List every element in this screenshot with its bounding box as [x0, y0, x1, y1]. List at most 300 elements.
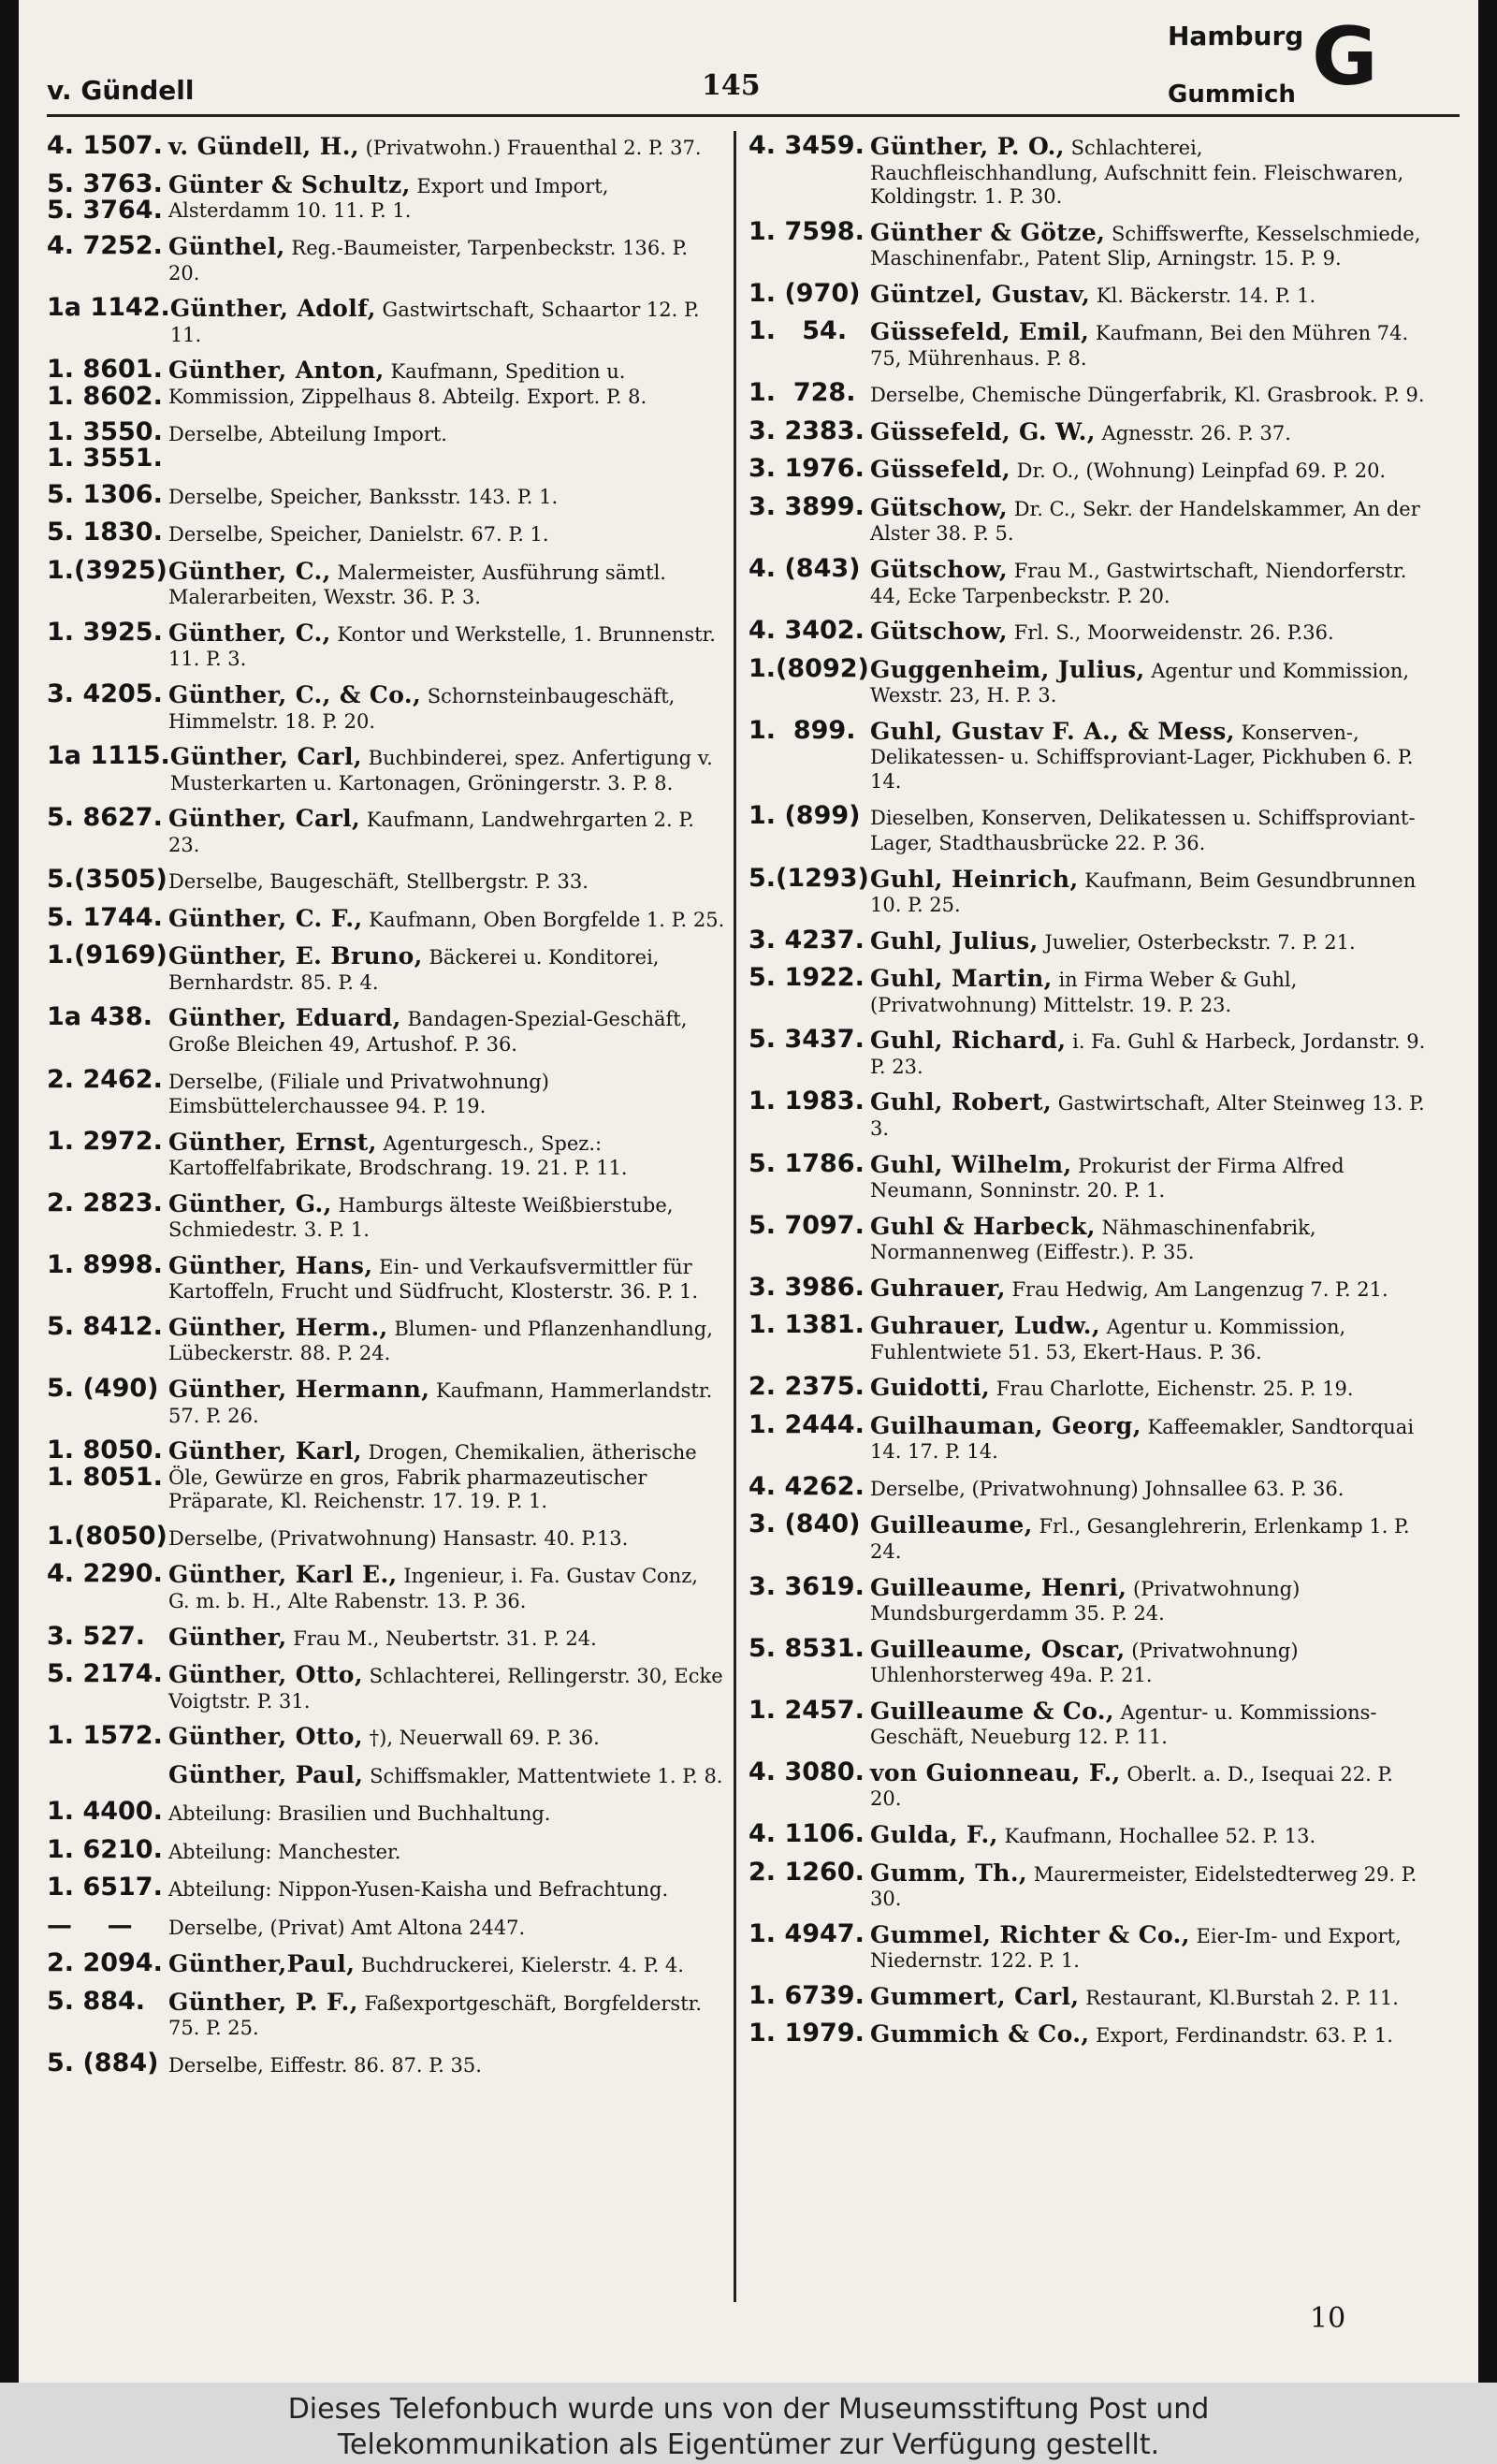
entry-text [870, 456, 1427, 485]
phone-number: 4. (843) [748, 554, 861, 584]
entry-text [870, 1821, 1427, 1850]
entry-text [168, 482, 725, 511]
subscriber-name: Guhl, Richard, [870, 1027, 1067, 1055]
phone-number: 1.(9169) [47, 940, 167, 970]
subscriber-details: Export, Ferdinandstr. 63. P. 1. [1089, 2024, 1393, 2048]
directory-entry [748, 380, 1427, 409]
subscriber-name: Gütschow, [870, 556, 1009, 584]
directory-entry [47, 902, 725, 934]
directory-entry [47, 1723, 725, 1752]
subscriber-name: Guilleaume, Oscar, [870, 1635, 1126, 1663]
phone-number: 4. 7252. [47, 231, 163, 261]
phone-number: 5. (884) [47, 2048, 159, 2078]
entry-text [168, 1913, 725, 1942]
subscriber-name: Günther, [168, 1623, 287, 1651]
subscriber-details: Kaufmann, Beim Gesundbrunnen 10. P. 25. [870, 868, 1417, 917]
entry-text [168, 942, 725, 995]
entry-text [870, 1027, 1427, 1079]
directory-entry [47, 617, 725, 672]
directory-entry [748, 418, 1427, 447]
directory-entry [47, 133, 725, 162]
directory-entry [47, 1561, 725, 1613]
entry-text [168, 905, 725, 934]
phone-number: 4. 3459. [748, 131, 865, 160]
phone-number: 1.(8050) [47, 1521, 167, 1551]
entry-text [870, 1374, 1427, 1403]
directory-entry [47, 1311, 725, 1366]
subscriber-name: Guhl, Wilhelm, [870, 1150, 1072, 1178]
entry-text [870, 2020, 1427, 2049]
directory-entry [748, 1210, 1427, 1265]
subscriber-details: Agnesstr. 26. P. 37. [1095, 421, 1291, 445]
entry-text [168, 1799, 725, 1828]
subscriber-details: Frau M., Neubertstr. 31. P. 24. [286, 1626, 597, 1650]
phone-number: 3. 2383. [748, 416, 865, 445]
subscriber-name: Guhrauer, [870, 1274, 1006, 1302]
subscriber-details: Blumen- und Pflanzenhandlung, Lübeckerstr. 88. P. 24. [168, 1317, 713, 1365]
subscriber-details: Dieselben, Konserven, Delikatessen u. Schiffsproviant-Lager, Stadthausbrücke 22. P. 36. [870, 807, 1416, 854]
entry-text [168, 419, 725, 448]
directory-entry [47, 295, 725, 347]
subscriber-name: Günther, Anton, [168, 357, 385, 385]
phone-number: 3. 4237. [748, 925, 865, 955]
phone-number: 3. 3899. [748, 491, 865, 521]
directory-entry [47, 1004, 725, 1057]
directory-entry [748, 491, 1427, 547]
phone-number: 1. (970) [748, 278, 861, 308]
subscriber-name: Günther, Eduard, [168, 1004, 401, 1032]
subscriber-name: Gummich & Co., [870, 2020, 1090, 2048]
phone-number: 5. 8531. [748, 1633, 865, 1663]
entry-text [870, 1213, 1427, 1265]
subscriber-details: Schlachterei, Rauchfleischhandlung, Aufschnitt fein. Fleischwaren, Koldingstr. 1. P. 30. [870, 137, 1404, 209]
subscriber-details: Buchdruckerei, Kielerstr. 4. P. 4. [355, 1954, 684, 1977]
phone-number: 4. 2290. [47, 1559, 163, 1589]
column-divider [734, 131, 736, 2302]
phone-number: 1. 1572. [47, 1721, 163, 1751]
directory-entry [748, 278, 1427, 310]
subscriber-name: Guhl, Julius, [870, 926, 1039, 955]
phone-number: 5. 1786. [748, 1148, 865, 1178]
directory-entry [748, 618, 1427, 647]
left-column [47, 133, 725, 2088]
entry-text [168, 1190, 725, 1243]
entry-text [870, 219, 1427, 271]
subscriber-details: Drogen, Chemikalien, ätherische Öle, Gewürze en gros, Fabrik pharmazeutischer Präparate, Kl. Reichenstr. 17. 19. P. 1. [168, 1441, 697, 1513]
subscriber-details: Reg.-Baumeister, Tarpenbeckstr. 136. P. 20. [168, 237, 689, 284]
phone-number: 1. 7598. [748, 216, 865, 246]
directory-entry [47, 805, 725, 857]
subscriber-details: Frl. S., Moorweidenstr. 26. P.36. [1008, 621, 1334, 645]
entry-text [168, 1252, 725, 1305]
header-city: Hamburg [1168, 21, 1304, 51]
directory-entry [748, 1571, 1427, 1626]
phone-number: 1. 4400. [47, 1797, 163, 1827]
directory-entry [47, 1661, 725, 1713]
subscriber-details: †), Neuerwall 69. P. 36. [362, 1727, 600, 1750]
directory-entry [748, 1088, 1427, 1141]
subscriber-details: Schlachterei, Rellingerstr. 30, Ecke Voigtstr. P. 31. [168, 1665, 723, 1713]
subscriber-details: Ingenieur, i. Fa. Gustav Conz, G. m. b. H., Alte Rabenstr. 13. P. 36. [168, 1565, 698, 1612]
directory-entry [748, 1759, 1427, 1812]
subscriber-details: Ein- und Verkaufsvermittler für Kartoffeln, Frucht und Südfrucht, Klosterstr. 36. P. 1. [168, 1255, 699, 1304]
entry-text [170, 743, 725, 795]
entry-text [870, 1921, 1427, 1974]
entry-text [870, 1698, 1427, 1750]
subscriber-details: Kaufmann, Bei den Mühren 74. 75, Mührenhaus. P. 8. [870, 322, 1409, 370]
entry-text [870, 965, 1427, 1017]
directory-entry [47, 1986, 725, 2041]
entry-text [870, 1312, 1427, 1364]
phone-number: 2. 1260. [748, 1857, 865, 1887]
subscriber-name: Guhl, Martin, [870, 965, 1053, 993]
phone-number: 3. 527. [47, 1621, 146, 1651]
subscriber-details: Hamburgs älteste Weißbierstube, Schmiedestr. 3. P. 1. [168, 1193, 674, 1242]
directory-entry [748, 1633, 1427, 1688]
entry-text [168, 1524, 725, 1553]
subscriber-details: Schiffsmakler, Mattentwiete 1. P. 8. [363, 1764, 723, 1787]
header-first-entry: v. Gündell [47, 75, 195, 106]
subscriber-details: Schiffswerfte, Kesselschmiede, Maschinenfabr., Patent Slip, Arningstr. 15. P. 9. [870, 222, 1421, 270]
phone-number: 3. 3986. [748, 1272, 865, 1302]
directory-entry [748, 1027, 1427, 1079]
directory-entry [47, 1799, 725, 1828]
directory-entry [47, 1950, 725, 1979]
directory-page [19, 0, 1478, 2383]
subscriber-name: Guhl & Harbeck, [870, 1212, 1096, 1240]
phone-number: 2. 2462. [47, 1064, 163, 1094]
entry-text [168, 519, 725, 548]
phone-number: 1. 1979. [748, 2019, 865, 2048]
entry-text [168, 233, 725, 285]
subscriber-details: Frau Hedwig, Am Langenzug 7. P. 21. [1005, 1277, 1388, 1301]
entry-text [870, 133, 1427, 210]
directory-entry [47, 479, 725, 511]
subscriber-name: Günther, Otto, [168, 1723, 363, 1751]
subscriber-details: Derselbe, (Filiale und Privatwohnung) Eimsbüttelerchaussee 94. P. 19. [168, 1070, 549, 1118]
subscriber-details: Kaufmann, Oben Borgfelde 1. P. 25. [362, 908, 725, 931]
directory-entry [47, 555, 725, 610]
phone-number: 5. 3437. [748, 1025, 865, 1055]
subscriber-name: Güntzel, Gustav, [870, 280, 1091, 308]
phone-number: 1. 8998. [47, 1249, 163, 1279]
directory-entry [47, 1126, 725, 1181]
entry-text [870, 494, 1427, 547]
phone-number: 5. (490) [47, 1374, 159, 1404]
phone-number: 5. 1744. [47, 902, 163, 932]
directory-entry [47, 233, 725, 285]
entry-text [870, 618, 1427, 647]
entry-text [168, 1950, 725, 1979]
directory-entry [47, 681, 725, 734]
directory-entry [748, 1471, 1427, 1503]
phone-number: 1. 2444. [748, 1409, 865, 1439]
phone-number: 3. 1976. [748, 454, 865, 484]
subscriber-details: Frau Charlotte, Eichenstr. 25. P. 19. [990, 1378, 1354, 1401]
phone-number: 1. 6517. [47, 1873, 163, 1903]
subscriber-name: Gummert, Carl, [870, 1982, 1080, 2010]
entry-text [870, 1759, 1427, 1812]
subscriber-details: Kontor und Werkstelle, 1. Brunnenstr. 11. P. 3. [168, 622, 716, 671]
entry-text [870, 718, 1427, 795]
subscriber-name: Günther,Paul, [168, 1950, 356, 1978]
phone-number: 1. 54. [748, 316, 848, 346]
entry-text [168, 171, 725, 224]
subscriber-name: Günthel, [168, 233, 285, 261]
directory-entry [748, 927, 1427, 956]
directory-entry [47, 1761, 725, 1790]
subscriber-details: Derselbe, (Privat) Amt Altona 2447. [168, 1916, 526, 1939]
entry-text [870, 1859, 1427, 1912]
subscriber-name: Günther, E. Bruno, [168, 942, 423, 970]
directory-entry [748, 2020, 1427, 2049]
subscriber-details: Schornsteinbaugeschäft, Himmelstr. 18. P. 20. [168, 685, 676, 733]
subscriber-details: Abteilung: Brasilien und Buchhaltung. [168, 1802, 551, 1826]
subscriber-name: Günther, Carl, [168, 805, 361, 833]
subscriber-name: Guhrauer, Ludw., [870, 1312, 1100, 1340]
credit-text: Dieses Telefonbuch wurde uns von der Museumsstiftung Post und Telekommunikation als Eigentümer zur Verfügung gestellt. [287, 2393, 1210, 2461]
phone-number: 1. 3550. 1. 3551. [47, 417, 163, 474]
subscriber-details: Agenturgesch., Spez.: Kartoffelfabrikate, Brodschrang. 19. 21. P. 11. [168, 1131, 628, 1180]
phone-number: 1a 438. [47, 1002, 153, 1032]
entry-text [168, 1129, 725, 1181]
phone-number: 3. (840) [748, 1509, 861, 1539]
subscriber-details: Dr. C., Sekr. der Handelskammer, An der Alster 38. P. 5. [870, 497, 1420, 546]
subscriber-name: Günther, Paul, [168, 1760, 364, 1788]
subscriber-details: Bäckerei u. Konditorei, Bernhardstr. 85. P. 4. [168, 946, 660, 994]
entry-text [870, 866, 1427, 918]
subscriber-details: Kaffeemakler, Sandtorquai 14. 17. P. 14. [870, 1415, 1415, 1464]
directory-entry [748, 1821, 1427, 1850]
subscriber-name: Gumm, Th., [870, 1859, 1028, 1887]
entry-text [168, 1723, 725, 1752]
header-rule [47, 114, 1460, 117]
directory-entry [47, 1249, 725, 1305]
entry-text [168, 357, 725, 409]
subscriber-details: Bandagen-Spezial-Geschäft, Große Bleichen 49, Artushof. P. 36. [168, 1008, 688, 1056]
phone-number: 1. 728. [748, 378, 856, 408]
entry-text [168, 1067, 725, 1119]
directory-entry [47, 519, 725, 548]
subscriber-details: Agentur- u. Kommissions-Geschäft, Neueburg 12. P. 11. [870, 1700, 1377, 1749]
directory-entry [748, 653, 1427, 708]
subscriber-name: Günther, C., & Co., [168, 681, 422, 708]
subscriber-details: Derselbe, Baugeschäft, Stellbergstr. P. 33. [168, 870, 589, 894]
directory-entry [47, 1376, 725, 1428]
directory-entry [748, 863, 1427, 918]
entry-text [870, 318, 1427, 371]
directory-entry [748, 318, 1427, 371]
subscriber-name: Günther, Herm., [168, 1313, 388, 1341]
phone-number: 5. 7097. [748, 1210, 865, 1240]
subscriber-details: Kl. Bäckerstr. 14. P. 1. [1090, 284, 1316, 307]
subscriber-details: Frau M., Gastwirtschaft, Niendorferstr. 44, Ecke Tarpenbeckstr. P. 20. [870, 560, 1407, 607]
entry-text [168, 620, 725, 672]
phone-number: 2. 2375. [748, 1372, 865, 1402]
subscriber-name: Günther, Karl E., [168, 1561, 398, 1589]
entry-text [168, 1561, 725, 1613]
entry-text [870, 803, 1427, 855]
subscriber-name: Güssefeld, [870, 456, 1010, 484]
subscriber-details: Gastwirtschaft, Schaartor 12. P. 11. [169, 299, 700, 346]
subscriber-details: Eier-Im- und Export, Niedernstr. 122. P. 1. [870, 1924, 1402, 1973]
subscriber-name: Güssefeld, Emil, [870, 318, 1090, 346]
entry-text [170, 295, 725, 347]
subscriber-details: (Privatwohnung) Mundsburgerdamm 35. P. 24. [870, 1577, 1301, 1626]
entry-text [870, 1474, 1427, 1503]
phone-number: 1. 1983. [748, 1086, 865, 1116]
phone-number: 5.(3505) [47, 865, 167, 895]
subscriber-name: Günther, Hermann, [168, 1376, 430, 1404]
entry-text [168, 1874, 725, 1903]
subscriber-details: Frl., Gesanglehrerin, Erlenkamp 1. P. 24. [870, 1515, 1410, 1563]
entry-text [168, 1314, 725, 1366]
directory-entry [748, 1312, 1427, 1364]
phone-number: 1a 1142. [47, 293, 170, 323]
directory-entry [748, 803, 1427, 855]
entry-text [168, 558, 725, 610]
subscriber-details: Derselbe, Abteilung Import. [168, 423, 447, 446]
subscriber-details: Kaufmann, Spedition u. Kommission, Zippelhaus 8. Abteilg. Export. P. 8. [168, 360, 647, 408]
subscriber-details: Faßexportgeschäft, Borgfelderstr. 75. P. 25. [168, 1991, 703, 2040]
page-marker: 10 [1310, 2302, 1346, 2335]
directory-entry [748, 1374, 1427, 1403]
subscriber-name: Günther, Carl, [169, 743, 362, 771]
phone-number: 1. 8050. 1. 8051. [47, 1436, 163, 1492]
subscriber-details: Derselbe, Chemische Düngerfabrik, Kl. Grasbrook. P. 9. [870, 384, 1425, 407]
directory-entry [748, 1859, 1427, 1912]
subscriber-name: Günther, Ernst, [168, 1128, 377, 1156]
subscriber-name: Günter & Schultz, [168, 170, 411, 198]
phone-number: 1. 1381. [748, 1310, 865, 1340]
directory-entry [47, 1621, 725, 1653]
subscriber-name: Gummel, Richter & Co., [870, 1920, 1190, 1948]
entry-text [168, 1837, 725, 1866]
entry-text [168, 1989, 725, 2041]
entry-text [168, 1761, 725, 1790]
entry-text [168, 867, 725, 896]
entry-text [870, 1574, 1427, 1626]
directory-entry [47, 419, 725, 473]
subscriber-name: Güssefeld, G. W., [870, 417, 1096, 445]
subscriber-name: Guilhauman, Georg, [870, 1411, 1141, 1439]
directory-entry [47, 1190, 725, 1243]
subscriber-name: Günther, P. O., [870, 133, 1065, 160]
section-letter: G [1312, 10, 1378, 104]
header-last-entry: Gummich [1168, 80, 1296, 109]
subscriber-name: Guhl, Robert, [870, 1088, 1053, 1116]
directory-entry [47, 1064, 725, 1119]
subscriber-name: Günther, Otto, [168, 1661, 363, 1689]
entry-text [168, 1376, 725, 1428]
subscriber-name: Guilleaume & Co., [870, 1697, 1114, 1725]
directory-entry [748, 216, 1427, 271]
subscriber-details: Malermeister, Ausführung sämtl. Malerarbeiten, Wexstr. 36. P. 3. [168, 561, 666, 609]
entry-text [168, 1661, 725, 1713]
entry-text [870, 418, 1427, 447]
subscriber-details: in Firma Weber & Guhl, (Privatwohnung) Mittelstr. 19. P. 23. [870, 969, 1298, 1016]
phone-number: 1. (899) [748, 801, 861, 831]
directory-entry [748, 1980, 1427, 2012]
phone-number: 5.(1293) [748, 863, 869, 893]
phone-number: 5. 1830. [47, 518, 163, 547]
entry-text [870, 1151, 1427, 1203]
subscriber-details: Maurermeister, Eidelstedterweg 29. P. 30. [870, 1862, 1417, 1911]
directory-entry [47, 867, 725, 896]
page-header [19, 0, 1478, 131]
subscriber-details: Kaufmann, Landwehrgarten 2. P. 23. [168, 809, 694, 856]
phone-number: 3. 4205. [47, 679, 163, 708]
entry-text [870, 1275, 1427, 1304]
directory-entry [47, 357, 725, 410]
phone-number: 4. 1507. [47, 131, 163, 160]
entry-text [870, 281, 1427, 310]
entry-text [168, 2050, 725, 2079]
subscriber-details: Export und Import, Alsterdamm 10. 11. P. 1. [168, 174, 609, 222]
subscriber-details: Agentur und Kommission, Wexstr. 23, H. P. 3. [870, 659, 1410, 707]
subscriber-name: Guhl, Heinrich, [870, 865, 1079, 893]
entry-text [168, 1004, 725, 1057]
entry-text [168, 133, 725, 162]
subscriber-details: Kaufmann, Hammerlandstr. 57. P. 26. [168, 1379, 713, 1427]
subscriber-name: Günther, C., [168, 557, 331, 585]
directory-entry [748, 1695, 1427, 1750]
directory-entry [748, 1148, 1427, 1203]
subscriber-details: Abteilung: Manchester. [168, 1840, 401, 1863]
phone-number: 1. 2457. [748, 1695, 865, 1725]
directory-entry [748, 1511, 1427, 1564]
phone-number: 1. 4947. [748, 1918, 865, 1948]
entry-text [870, 927, 1427, 956]
subscriber-name: von Guionneau, F., [870, 1758, 1121, 1786]
directory-entry [748, 556, 1427, 608]
subscriber-details: Oberlt. a. D., Isequai 22. P. 20. [870, 1762, 1393, 1811]
phone-number: 2. 2094. [47, 1948, 163, 1978]
subscriber-details: Gastwirtschaft, Alter Steinweg 13. P. 3. [870, 1092, 1425, 1140]
directory-entry [47, 1874, 725, 1903]
directory-entry [47, 1437, 725, 1514]
subscriber-name: Gütschow, [870, 493, 1009, 521]
phone-number: 1.(8092) [748, 653, 869, 683]
subscriber-details: Derselbe, Speicher, Banksstr. 143. P. 1. [168, 485, 559, 508]
right-column [748, 133, 1427, 2059]
subscriber-details: Derselbe, Speicher, Danielstr. 67. P. 1. [168, 523, 549, 547]
directory-entry [748, 456, 1427, 485]
phone-number: 1. 8601. 1. 8602. [47, 355, 163, 411]
subscriber-details: Buchbinderei, spez. Anfertigung v. Musterkarten u. Kartonagen, Gröningerstr. 3. P. 8. [169, 747, 713, 795]
directory-entry [748, 1918, 1427, 1974]
phone-number: 2. 2823. [47, 1188, 163, 1217]
phone-number: 1. 6739. [748, 1980, 865, 2010]
phone-number: 5. 1306. [47, 479, 163, 509]
directory-entry [47, 942, 725, 995]
subscriber-details: Derselbe, (Privatwohnung) Johnsallee 63. P. 36. [870, 1477, 1344, 1500]
phone-number: 1. 899. [748, 715, 856, 745]
phone-number: 4. 4262. [748, 1471, 865, 1501]
subscriber-name: Günther, G., [168, 1189, 332, 1217]
directory-entry [748, 1409, 1427, 1465]
directory-entry [748, 715, 1427, 795]
phone-number: 1. 3925. [47, 617, 163, 647]
entry-text [168, 1624, 725, 1653]
subscriber-name: Gütschow, [870, 618, 1009, 646]
phone-number: 5. 2174. [47, 1659, 163, 1689]
directory-entry [47, 1910, 725, 1942]
subscriber-name: Guggenheim, Julius, [870, 655, 1145, 683]
subscriber-details: Restaurant, Kl.Burstah 2. P. 11. [1079, 1986, 1399, 2009]
subscriber-name: Guilleaume, Henri, [870, 1573, 1127, 1601]
phone-number: 1. 6210. [47, 1834, 163, 1864]
